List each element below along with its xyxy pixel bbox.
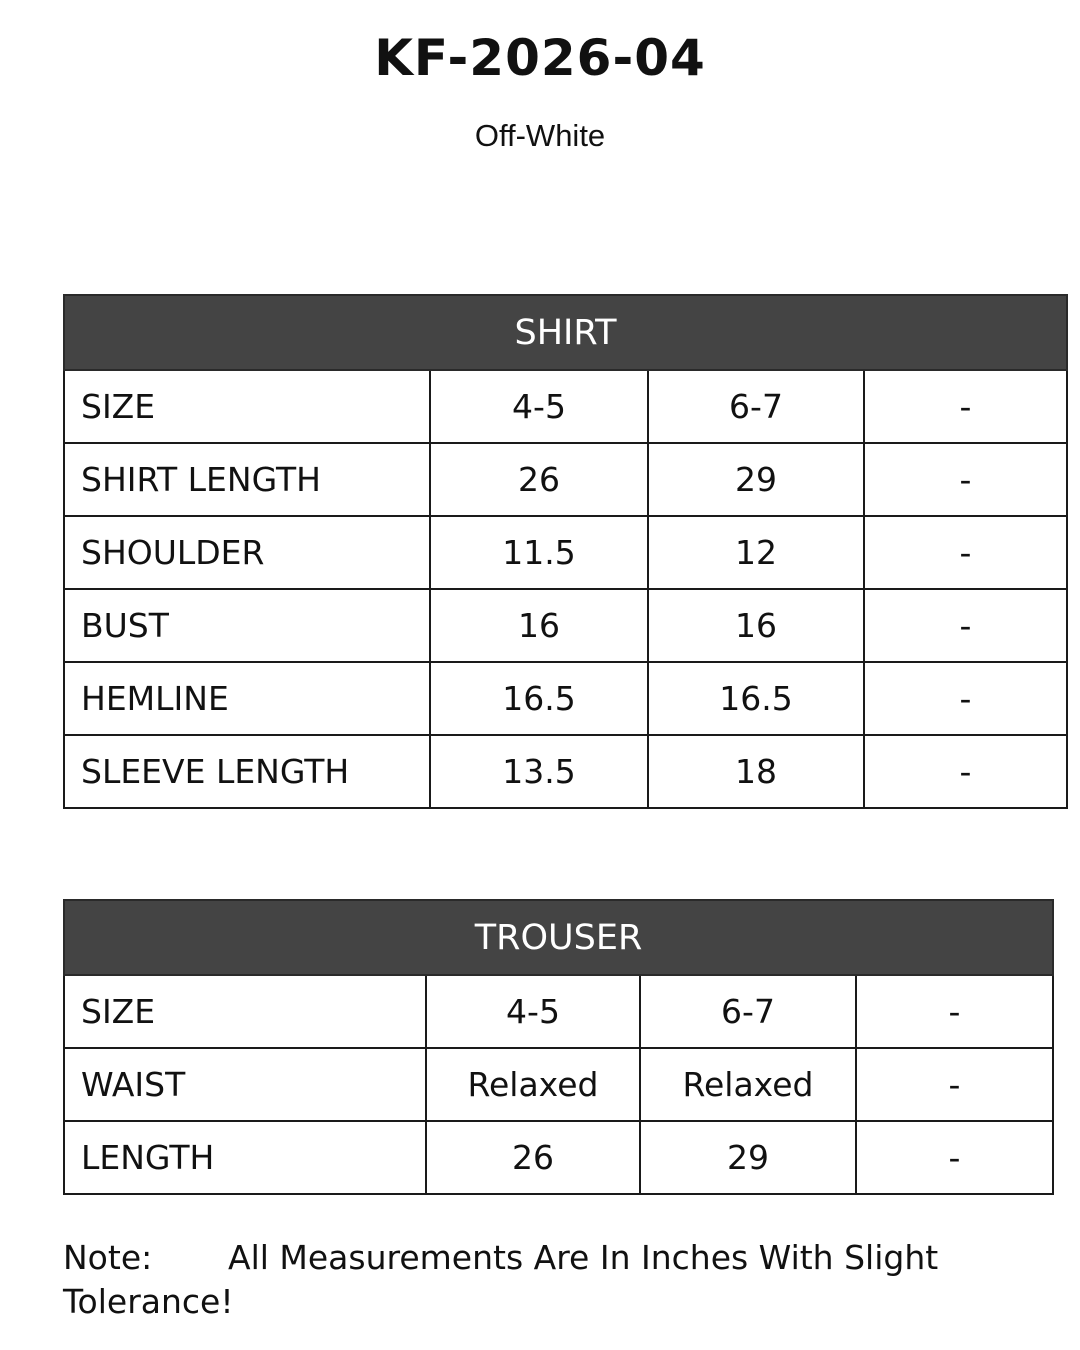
table-row [64,516,1067,589]
table-cell: Relaxed [640,1048,856,1121]
table-row [64,1121,1053,1194]
table-cell: - [864,589,1067,662]
row-label: SLEEVE LENGTH [64,735,430,808]
table-cell: 6-7 [640,975,856,1048]
table-row [64,735,1067,808]
table-cell: 26 [430,443,648,516]
table-cell: - [864,516,1067,589]
table-cell: - [864,735,1067,808]
shirt-size-table [63,294,1068,809]
table-row [64,443,1067,516]
table-row [64,662,1067,735]
measurement-note [63,1236,1053,1324]
table-cell: 16 [648,589,864,662]
table-cell: 6-7 [648,370,864,443]
row-label: SIZE [64,370,430,443]
row-label: LENGTH [64,1121,426,1194]
table-cell: - [864,662,1067,735]
table-cell: 12 [648,516,864,589]
row-label: SHIRT LENGTH [64,443,430,516]
table-cell: 11.5 [430,516,648,589]
trouser-header-row [64,900,1053,975]
trouser-size-table [63,899,1054,1195]
row-label: BUST [64,589,430,662]
table-cell: 4-5 [430,370,648,443]
product-code-title: KF-2026-04 [374,29,706,87]
row-label: SHOULDER [64,516,430,589]
table-cell: Relaxed [426,1048,640,1121]
row-label: HEMLINE [64,662,430,735]
table-row [64,975,1053,1048]
table-cell: 16.5 [648,662,864,735]
trouser-section-header: TROUSER [64,900,1053,975]
table-cell: 16 [430,589,648,662]
table-cell: - [856,975,1053,1048]
table-cell: 16.5 [430,662,648,735]
row-label: WAIST [64,1048,426,1121]
note-text: All Measurements Are In Inches With Slight Tolerance! [63,1238,939,1321]
table-cell: 26 [426,1121,640,1194]
table-cell: 4-5 [426,975,640,1048]
table-cell: - [856,1121,1053,1194]
table-cell: 29 [648,443,864,516]
shirt-header-row [64,295,1067,370]
table-cell: - [864,370,1067,443]
shirt-section-header: SHIRT [64,295,1067,370]
table-cell: - [856,1048,1053,1121]
table-cell: - [864,443,1067,516]
row-label: SIZE [64,975,426,1048]
table-cell: 29 [640,1121,856,1194]
note-label: Note: [63,1238,153,1277]
table-row [64,1048,1053,1121]
table-cell: 18 [648,735,864,808]
table-cell: 13.5 [430,735,648,808]
table-row [64,370,1067,443]
table-row [64,589,1067,662]
product-color-subtitle: Off-White [474,118,606,153]
